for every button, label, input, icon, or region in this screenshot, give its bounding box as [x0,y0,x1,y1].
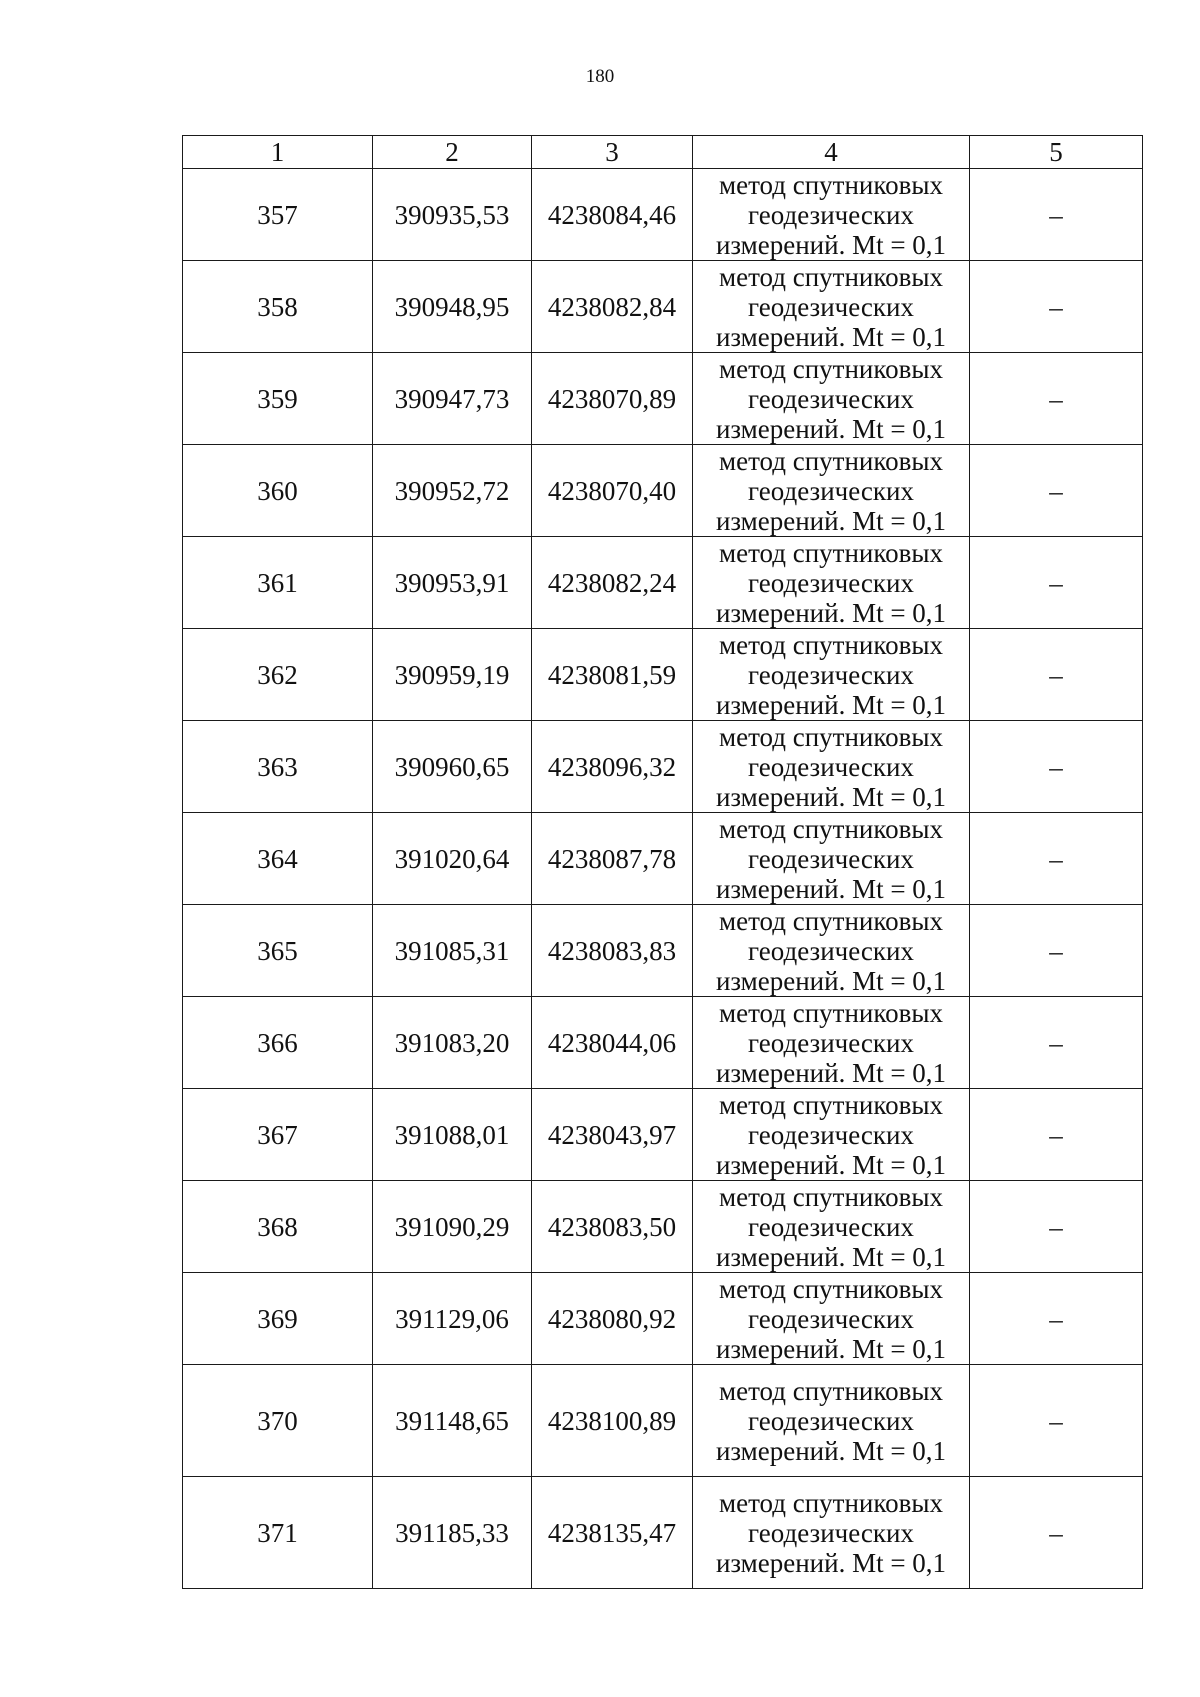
table-row [183,353,1143,445]
header-cell: 3 [532,136,693,169]
note-cell: – [970,629,1143,721]
method-cell [693,537,970,629]
method-text-line: геодезических [748,567,914,598]
method-text-line: измерений. Mt = 0,1 [715,965,947,996]
method-text-line: геодезических [748,1027,914,1058]
method-text-line: метод спутниковых [719,721,943,752]
method-cell [693,1477,970,1589]
table-row [183,537,1143,629]
point-number-cell: 370 [183,1365,373,1477]
point-number-cell: 361 [183,537,373,629]
table-row [183,1181,1143,1273]
method-text-line: измерений. Mt = 0,1 [715,1241,947,1272]
point-number-cell: 365 [183,905,373,997]
note-cell: – [970,905,1143,997]
table-row [183,721,1143,813]
method-text-line: измерений. Mt = 0,1 [715,413,947,444]
method-text-line: метод спутниковых [719,169,943,200]
note-cell: – [970,1365,1143,1477]
method-text-line: измерений. Mt = 0,1 [715,873,947,904]
y-coordinate-cell: 4238044,06 [532,997,693,1089]
method-text-line: метод спутниковых [719,445,943,476]
method-text-line: метод спутниковых [719,1181,943,1212]
x-coordinate-cell: 391090,29 [373,1181,532,1273]
x-coordinate-cell: 391020,64 [373,813,532,905]
method-cell [693,445,970,537]
method-cell [693,905,970,997]
header-row [183,136,1143,169]
method-text-line: метод спутниковых [719,1487,943,1518]
method-text-line: геодезических [748,1405,914,1436]
x-coordinate-cell: 391185,33 [373,1477,532,1589]
x-coordinate-cell: 391148,65 [373,1365,532,1477]
y-coordinate-cell: 4238070,89 [532,353,693,445]
method-text-line: геодезических [748,1211,914,1242]
table-row [183,1477,1143,1589]
y-coordinate-cell: 4238082,84 [532,261,693,353]
method-text-line: метод спутниковых [719,1273,943,1304]
y-coordinate-cell: 4238100,89 [532,1365,693,1477]
point-number-cell: 359 [183,353,373,445]
note-cell: – [970,813,1143,905]
table-row [183,905,1143,997]
method-text-line: метод спутниковых [719,905,943,936]
point-number-cell: 357 [183,169,373,261]
method-text-line: геодезических [748,843,914,874]
method-cell [693,1181,970,1273]
coordinates-table [182,135,1143,1589]
method-text-line: геодезических [748,751,914,782]
page-number: 180 [585,66,615,87]
x-coordinate-cell: 391085,31 [373,905,532,997]
method-cell [693,997,970,1089]
method-cell [693,721,970,813]
note-cell: – [970,353,1143,445]
method-text-line: метод спутниковых [719,997,943,1028]
method-text-line: измерений. Mt = 0,1 [715,229,947,260]
y-coordinate-cell: 4238080,92 [532,1273,693,1365]
method-text-line: измерений. Mt = 0,1 [715,1333,947,1364]
method-text-line: метод спутниковых [719,353,943,384]
table-row [183,1365,1143,1477]
method-text-line: геодезических [748,935,914,966]
table-row [183,813,1143,905]
method-text-line: метод спутниковых [719,813,943,844]
method-text-line: измерений. Mt = 0,1 [715,1435,947,1466]
method-text-line: метод спутниковых [719,1089,943,1120]
table-row [183,445,1143,537]
point-number-cell: 367 [183,1089,373,1181]
table-row [183,1273,1143,1365]
method-text-line: метод спутниковых [719,1375,943,1406]
note-cell: – [970,997,1143,1089]
y-coordinate-cell: 4238083,83 [532,905,693,997]
note-cell: – [970,1477,1143,1589]
y-coordinate-cell: 4238084,46 [532,169,693,261]
point-number-cell: 368 [183,1181,373,1273]
x-coordinate-cell: 391083,20 [373,997,532,1089]
method-cell [693,1273,970,1365]
note-cell: – [970,1273,1143,1365]
table-row [183,261,1143,353]
method-cell [693,629,970,721]
method-text-line: геодезических [748,659,914,690]
method-cell [693,813,970,905]
y-coordinate-cell: 4238087,78 [532,813,693,905]
note-cell: – [970,537,1143,629]
note-cell: – [970,721,1143,813]
method-text-line: метод спутниковых [719,537,943,568]
note-cell: – [970,1089,1143,1181]
header-cell: 1 [183,136,373,169]
x-coordinate-cell: 390947,73 [373,353,532,445]
method-text-line: измерений. Mt = 0,1 [715,1547,947,1578]
method-text-line: измерений. Mt = 0,1 [715,781,947,812]
method-cell [693,169,970,261]
method-text-line: измерений. Mt = 0,1 [715,505,947,536]
method-text-line: измерений. Mt = 0,1 [715,597,947,628]
note-cell: – [970,445,1143,537]
point-number-cell: 363 [183,721,373,813]
method-text-line: геодезических [748,1119,914,1150]
x-coordinate-cell: 390935,53 [373,169,532,261]
method-text-line: метод спутниковых [719,261,943,292]
x-coordinate-cell: 391088,01 [373,1089,532,1181]
y-coordinate-cell: 4238083,50 [532,1181,693,1273]
point-number-cell: 358 [183,261,373,353]
method-text-line: измерений. Mt = 0,1 [715,1057,947,1088]
table-row [183,629,1143,721]
point-number-cell: 369 [183,1273,373,1365]
x-coordinate-cell: 390948,95 [373,261,532,353]
note-cell: – [970,169,1143,261]
method-text-line: геодезических [748,199,914,230]
x-coordinate-cell: 391129,06 [373,1273,532,1365]
method-cell [693,353,970,445]
point-number-cell: 360 [183,445,373,537]
header-cell: 4 [693,136,970,169]
method-text-line: геодезических [748,475,914,506]
method-text-line: метод спутниковых [719,629,943,660]
x-coordinate-cell: 390960,65 [373,721,532,813]
method-text-line: геодезических [748,383,914,414]
method-text-line: измерений. Mt = 0,1 [715,321,947,352]
x-coordinate-cell: 390959,19 [373,629,532,721]
y-coordinate-cell: 4238070,40 [532,445,693,537]
table-row [183,169,1143,261]
note-cell: – [970,261,1143,353]
x-coordinate-cell: 390952,72 [373,445,532,537]
method-text-line: геодезических [748,291,914,322]
y-coordinate-cell: 4238082,24 [532,537,693,629]
method-text-line: геодезических [748,1303,914,1334]
note-cell: – [970,1181,1143,1273]
point-number-cell: 371 [183,1477,373,1589]
table-row [183,997,1143,1089]
table-row [183,1089,1143,1181]
point-number-cell: 364 [183,813,373,905]
point-number-cell: 366 [183,997,373,1089]
method-text-line: измерений. Mt = 0,1 [715,689,947,720]
table-body [183,136,1143,1589]
method-text-line: измерений. Mt = 0,1 [715,1149,947,1180]
method-cell [693,1089,970,1181]
x-coordinate-cell: 390953,91 [373,537,532,629]
method-cell [693,261,970,353]
method-text-line: геодезических [748,1517,914,1548]
y-coordinate-cell: 4238043,97 [532,1089,693,1181]
y-coordinate-cell: 4238096,32 [532,721,693,813]
header-cell: 5 [970,136,1143,169]
header-cell: 2 [373,136,532,169]
y-coordinate-cell: 4238135,47 [532,1477,693,1589]
method-cell [693,1365,970,1477]
point-number-cell: 362 [183,629,373,721]
y-coordinate-cell: 4238081,59 [532,629,693,721]
